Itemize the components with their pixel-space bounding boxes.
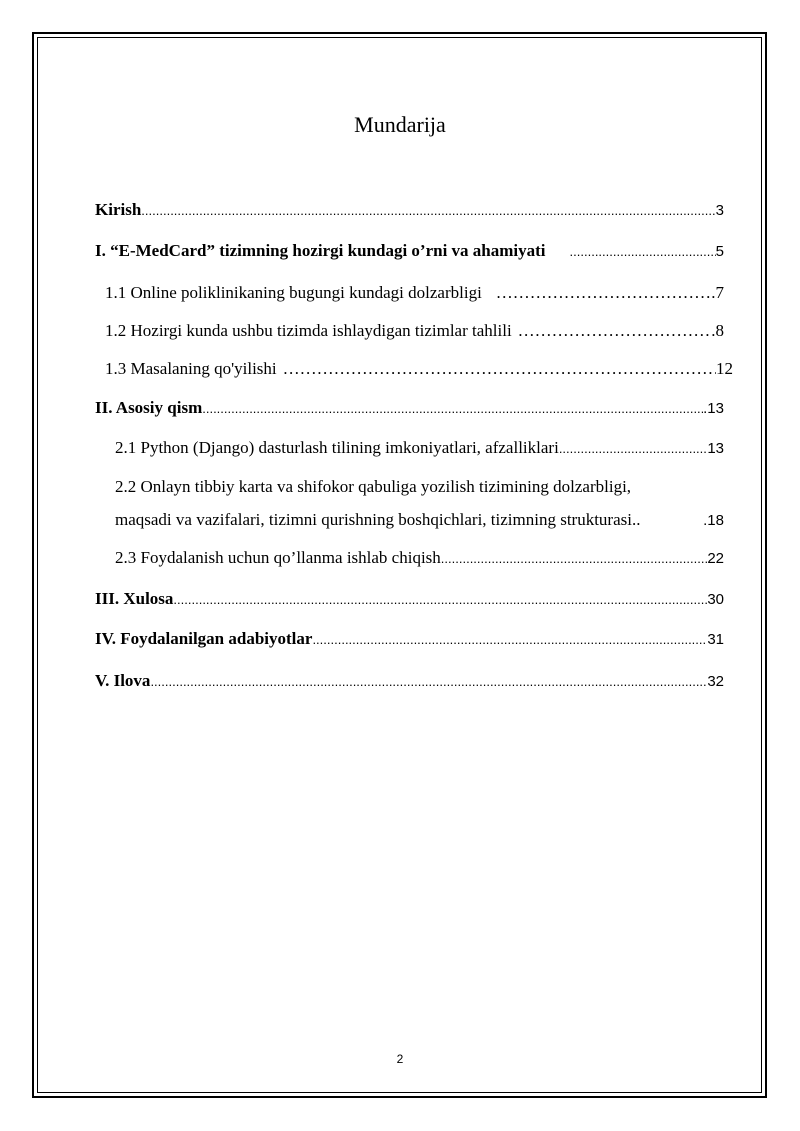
toc-entry-2-3[interactable] <box>115 547 724 570</box>
toc-entry-label: 2.1 Python (Django) dasturlash tilining imkoniyatlari, afzalliklari <box>115 438 559 457</box>
toc-entry-label: 2.3 Foydalanish uchun qo’llanma ishlab chiqish <box>115 548 441 567</box>
page-number: 2 <box>396 1052 404 1066</box>
toc-entry-1-1[interactable] <box>105 282 724 304</box>
toc-leader <box>496 282 711 304</box>
toc-entry-2-2[interactable] <box>115 476 631 498</box>
toc-entry-chapter-1[interactable] <box>95 240 724 263</box>
toc-entry-chapter-3[interactable] <box>95 588 724 611</box>
toc-entry-chapter-4[interactable] <box>95 628 724 651</box>
toc-leader <box>570 240 716 263</box>
toc-entry-page: 12 <box>716 359 733 378</box>
toc-entry-label: 1.3 Masalaning qo'yilishi <box>105 359 277 378</box>
toc-entry-page: 30 <box>707 591 724 608</box>
toc-entry-page: .8 <box>711 321 724 340</box>
toc-entry-page: 22 <box>707 550 724 567</box>
toc-title: Mundarija <box>354 112 446 137</box>
toc-entry-label: IV. Foydalanilgan adabiyotlar <box>95 629 313 648</box>
toc-leader <box>559 437 708 460</box>
toc-leader <box>202 397 703 420</box>
toc-leader <box>150 670 707 693</box>
toc-entry-page: 3 <box>715 202 724 219</box>
toc-leader <box>441 547 708 570</box>
toc-entry-chapter-2[interactable] <box>95 397 724 420</box>
toc-entry-page: 13 <box>707 440 724 457</box>
toc-entry-label: III. Xulosa <box>95 589 174 608</box>
toc-entry-2-1[interactable] <box>115 437 724 460</box>
toc-entry-kirish[interactable] <box>95 199 724 222</box>
toc-entry-label: 1.2 Hozirgi kunda ushbu tizimda ishlaydigan tizimlar tahlili <box>105 321 512 340</box>
toc-entry-label: maqsadi va vazifalari, tizimni qurishning boshqichlari, tizimning strukturasi.. <box>115 510 641 529</box>
toc-leader <box>141 199 715 222</box>
toc-entry-page: .13 <box>703 400 724 417</box>
toc-entry-chapter-5[interactable] <box>95 670 724 693</box>
toc-entry-page: .7 <box>711 283 724 302</box>
toc-entry-page: 32 <box>707 673 724 690</box>
toc-entry-label: Kirish <box>95 200 142 219</box>
toc-entry-label: I. “E-MedCard” tizimning hozirgi kundagi o’rni va ahamiyati <box>95 241 546 260</box>
toc-entry-label: 1.1 Online poliklinikaning bugungi kundagi dolzarbligi <box>105 283 482 302</box>
toc-entry-page: 31 <box>707 631 724 648</box>
toc-entry-page: .18 <box>703 512 724 529</box>
toc-entry-1-2[interactable] <box>105 320 724 342</box>
toc-leader <box>283 358 716 380</box>
toc-entry-label: II. Asosiy qism <box>95 398 203 417</box>
toc-entry-2-2-continued[interactable] <box>115 509 724 532</box>
toc-leader <box>518 320 712 342</box>
toc-leader <box>312 628 707 651</box>
toc-entry-label: V. Ilova <box>95 671 151 690</box>
toc-entry-page: 5 <box>715 243 724 260</box>
toc-entry-label: 2.2 Onlayn tibbiy karta va shifokor qabuliga yozilish tizimining dolzarbligi, <box>115 477 632 496</box>
toc-leader <box>173 588 707 611</box>
toc-entry-1-3[interactable] <box>105 358 733 380</box>
